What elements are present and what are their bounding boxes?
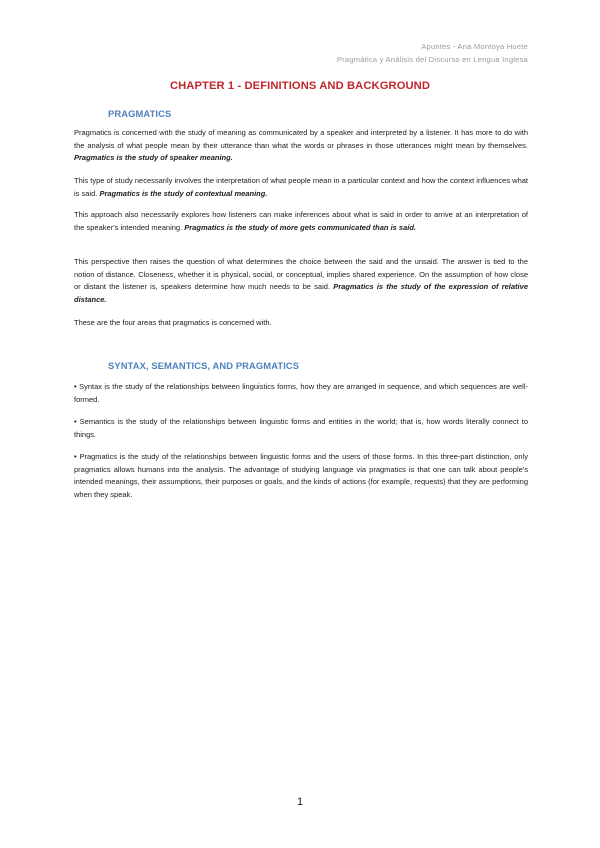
paragraph-inferences (74, 209, 528, 234)
section-heading-pragmatics: PRAGMATICS (108, 108, 172, 119)
paragraph-text: This type of study necessarily involves the interpretation of what people mean in a particular context and how the context influences what is said. (74, 176, 529, 198)
paragraph-four-areas (74, 317, 528, 330)
bullet-pragmatics (74, 451, 528, 501)
header-author-line: Apuntes - Ana Montoya Huete (421, 42, 528, 51)
page-number: 1 (296, 796, 304, 808)
paragraph-text: This approach also necessarily explores how listeners can make inferences about what is said in order to arrive at an interpretation of the speaker's intended meaning. (74, 210, 528, 232)
paragraph-relative-distance (74, 256, 528, 306)
bullet-text: Syntax is the study of the relationships between linguistics forms, how they are arranged in sequence, and which sequences are well-formed. (74, 382, 528, 404)
chapter-title: CHAPTER 1 - DEFINITIONS AND BACKGROUND (169, 80, 431, 92)
running-header (337, 40, 528, 66)
bullet-icon: • (74, 417, 77, 426)
paragraph-text: This perspective then raises the question of what determines the choice between the said and the unsaid. The answer is tied to the notion of distance. Closeness, whether it is physical, social, or conceptual, implies shared experience. On the assumption of how close or distant the listener is, speakers determine how much needs to be said. (74, 257, 528, 292)
bullet-syntax (74, 381, 528, 406)
paragraph-emphasis: Pragmatics is the study of more gets communicated than is said. (184, 222, 416, 232)
paragraph-emphasis: Pragmatics is the study of speaker meaning. (74, 153, 233, 163)
bullet-semantics (74, 416, 528, 441)
section-heading-syntax-semantics-pragmatics: SYNTAX, SEMANTICS, AND PRAGMATICS (108, 360, 300, 371)
paragraph-contextual-meaning (74, 175, 528, 200)
bullet-icon: • (74, 452, 77, 461)
paragraph-text: Pragmatics is concerned with the study of meaning as communicated by a speaker and interpreted by a listener. It has more to do with the analysis of what people mean by their utterance than what the words or phrases in those utterances might mean by themselves. (74, 128, 528, 150)
paragraph-emphasis: Pragmatics is the study of the expression of relative distance. (74, 282, 528, 304)
bullet-text: Pragmatics is the study of the relationships between linguistic forms and the users of those forms. In this three-part distinction, only pragmatics allows humans into the analysis. The advantage of studying language via pragmatics is that one can talk about people's intended meanings, their assumptions, their purposes or goals, and the kinds of actions (for example, requests) that they are performing when they speak. (74, 452, 528, 499)
bullet-icon: • (74, 382, 77, 391)
paragraph-text: These are the four areas that pragmatics is concerned with. (74, 318, 272, 327)
header-course-line: Pragmática y Análisis del Discurso en Lengua Inglesa (336, 55, 528, 64)
paragraph-emphasis: Pragmatics is the study of contextual meaning. (99, 188, 268, 198)
paragraph-speaker-meaning (74, 127, 528, 165)
bullet-text: Semantics is the study of the relationships between linguistic forms and entities in the world; that is, how words literally connect to things. (74, 417, 528, 439)
